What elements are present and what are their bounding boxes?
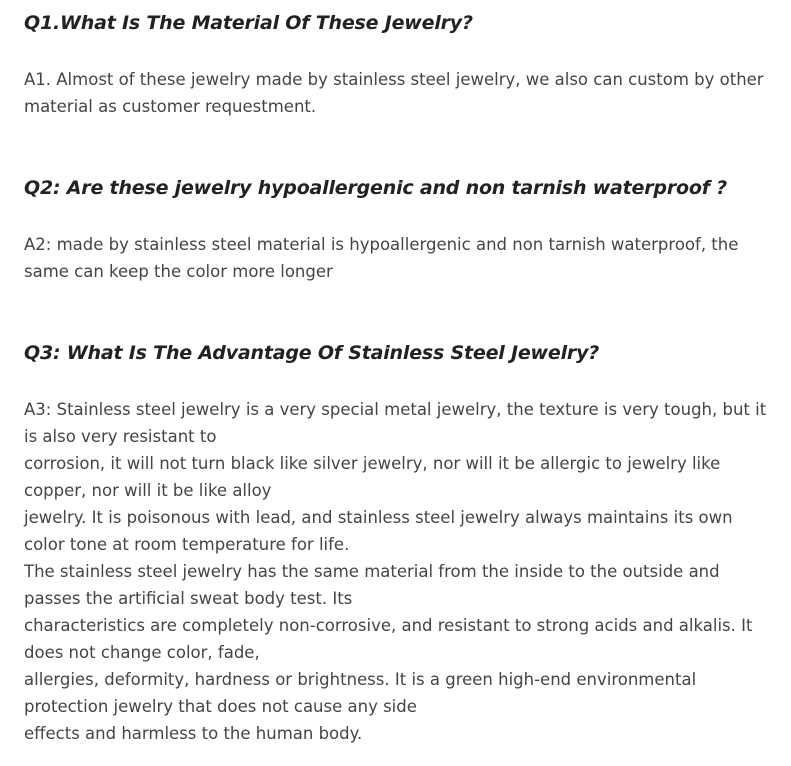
faq-answer-2 [24,231,771,285]
faq-answer-3-line: jewelry. It is poisonous with lead, and stainless steel jewelry always maintains its own color tone at room temperature for life. [24,508,733,554]
faq-answer-3-line: corrosion, it will not turn black like silver jewelry, nor will it be allergic to jewelry like copper, nor will it be like alloy [24,454,721,500]
faq-answer-3-line: allergies, deformity, hardness or brightness. It is a green high-end environmental protection jewelry that does not cause any side [24,670,697,716]
faq-question-2: Q2: Are these jewelry hypoallergenic and non tarnish waterproof ? [24,177,727,199]
faq-answer-3 [24,396,771,747]
faq-question-1: Q1.What Is The Material Of These Jewelry? [24,12,473,34]
faq-answer-2-line: A2: made by stainless steel material is hypoallergenic and non tarnish waterproof, the same can keep the color more longer [24,235,739,281]
faq-answer-3-line: A3: Stainless steel jewelry is a very special metal jewelry, the texture is very tough, but it is also very resistant to [24,400,767,446]
faq-answer-1-line: A1. Almost of these jewelry made by stainless steel jewelry, we also can custom by other material as customer requestment. [24,70,764,116]
faq-answer-3-line: The stainless steel jewelry has the same material from the inside to the outside and passes the artificial sweat body test. Its [24,562,720,608]
faq-answer-3-line: effects and harmless to the human body. [24,724,363,743]
faq-question-3: Q3: What Is The Advantage Of Stainless Steel Jewelry? [24,342,600,364]
faq-answer-3-line: characteristics are completely non-corrosive, and resistant to strong acids and alkalis. It does not change color, fade, [24,616,753,662]
faq-answer-1 [24,66,771,120]
